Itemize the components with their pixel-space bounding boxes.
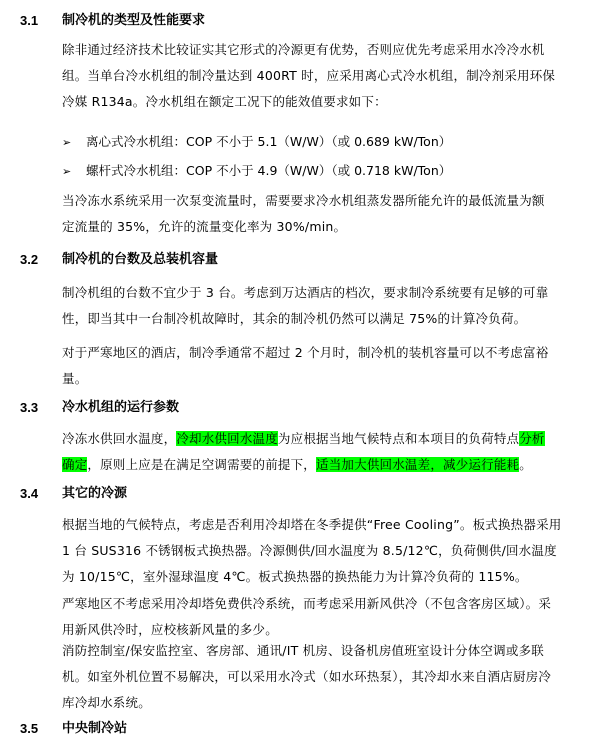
text-line: 1 台 SUS316 不锈钢板式换热器。冷源侧供/回水温度为 8.5/12℃，负荷侧供/回水温度 <box>62 543 557 558</box>
section-title: 中央制冷站 <box>62 721 128 736</box>
paragraph-flow-rate <box>62 188 582 240</box>
text-line: 库冷却水系统。 <box>62 695 151 710</box>
paragraph-operating-params <box>62 426 582 478</box>
section-number: 3.3 <box>20 400 39 415</box>
text-line: 为 10/15℃，室外湿球温度 4℃。板式换热器的换热能力为计算冷负荷的 115%。 <box>62 569 528 584</box>
text-line: 性，即当其中一台制冷机故障时，其余的制冷机仍然可以满足 75%的计算冷负荷。 <box>62 311 527 326</box>
paragraph-fresh-air-cooling <box>62 591 582 643</box>
section-number: 3.5 <box>20 721 39 736</box>
highlighted-text: 冷却水供回水温度 <box>176 431 278 446</box>
text-line: 严寒地区不考虑采用冷却塔免费供冷系统，而考虑采用新风供冷（不包含客房区域）。采 <box>62 596 552 611</box>
text-line: 定流量的 35%，允许的流量变化率为 30%/min。 <box>62 219 347 234</box>
text-line: 对于严寒地区的酒店，制冷季通常不超过 2 个月时，制冷机的装机容量可以不考虑富裕 <box>62 345 549 360</box>
text-run: 冷冻水供回水温度， <box>62 431 177 446</box>
paragraph-free-cooling <box>62 512 582 590</box>
text-run: ，原则上应是在满足空调需要的前提下， <box>87 457 317 472</box>
bullet-text: 螺杆式冷水机组：COP 不小于 4.9（W/W）（或 0.718 kW/Ton） <box>86 163 452 178</box>
text-line: 冷媒 R134a。冷水机组在额定工况下的能效值要求如下： <box>62 94 387 109</box>
text-line <box>62 452 582 478</box>
highlighted-text: 分析 <box>519 431 545 446</box>
section-title: 制冷机的类型及性能要求 <box>62 13 206 28</box>
bullet-item <box>62 160 582 183</box>
paragraph-chiller-count <box>62 280 582 332</box>
text-line: 机。如室外机位置不易解决，可以采用水冷式（如水环热泵），其冷却水来自酒店厨房冷 <box>62 669 552 684</box>
section-number: 3.4 <box>20 486 39 501</box>
text-line <box>62 426 582 452</box>
section-title: 冷水机组的运行参数 <box>62 400 180 415</box>
arrow-bullet-icon: ➢ <box>62 165 72 178</box>
text-line: 量。 <box>62 371 88 386</box>
paragraph-cold-region <box>62 340 582 392</box>
text-line: 根据当地的气候特点，考虑是否利用冷却塔在冬季提供“Free Cooling”。板式换热器采用 <box>62 517 562 532</box>
bullet-item <box>62 131 582 154</box>
highlighted-text: 适当加大供回水温差，减少运行能耗 <box>316 457 520 472</box>
section-number: 3.2 <box>20 252 39 267</box>
text-line: 用新风供冷时，应校核新风量的多少。 <box>62 622 278 637</box>
section-number: 3.1 <box>20 13 39 28</box>
text-run: 。 <box>519 457 532 472</box>
section-title: 制冷机的台数及总装机容量 <box>62 252 219 267</box>
section-title: 其它的冷源 <box>62 486 128 501</box>
text-line: 制冷机组的台数不宜少于 3 台。考虑到万达酒店的档次，要求制冷系统要有足够的可靠 <box>62 285 549 300</box>
text-line: 当冷冻水系统采用一次泵变流量时，需要要求冷水机组蒸发器所能允许的最低流量为额 <box>62 193 545 208</box>
paragraph-chiller-type <box>62 37 582 115</box>
text-run: 为应根据当地气候特点和本项目的负荷特点 <box>277 431 520 446</box>
bullet-text: 离心式冷水机组：COP 不小于 5.1（W/W）（或 0.689 kW/Ton） <box>86 134 452 149</box>
arrow-bullet-icon: ➢ <box>62 136 72 149</box>
text-line: 消防控制室/保安监控室、客房部、通讯/IT 机房、设备机房值班室设计分体空调或多联 <box>62 643 544 658</box>
highlighted-text: 确定 <box>62 457 88 472</box>
text-line: 除非通过经济技术比较证实其它形式的冷源更有优势，否则应优先考虑采用水冷冷水机 <box>62 42 545 57</box>
paragraph-split-ac <box>62 638 582 716</box>
text-line: 组。当单台冷水机组的制冷量达到 400RT 时，应采用离心式冷水机组，制冷剂采用环保 <box>62 68 556 83</box>
